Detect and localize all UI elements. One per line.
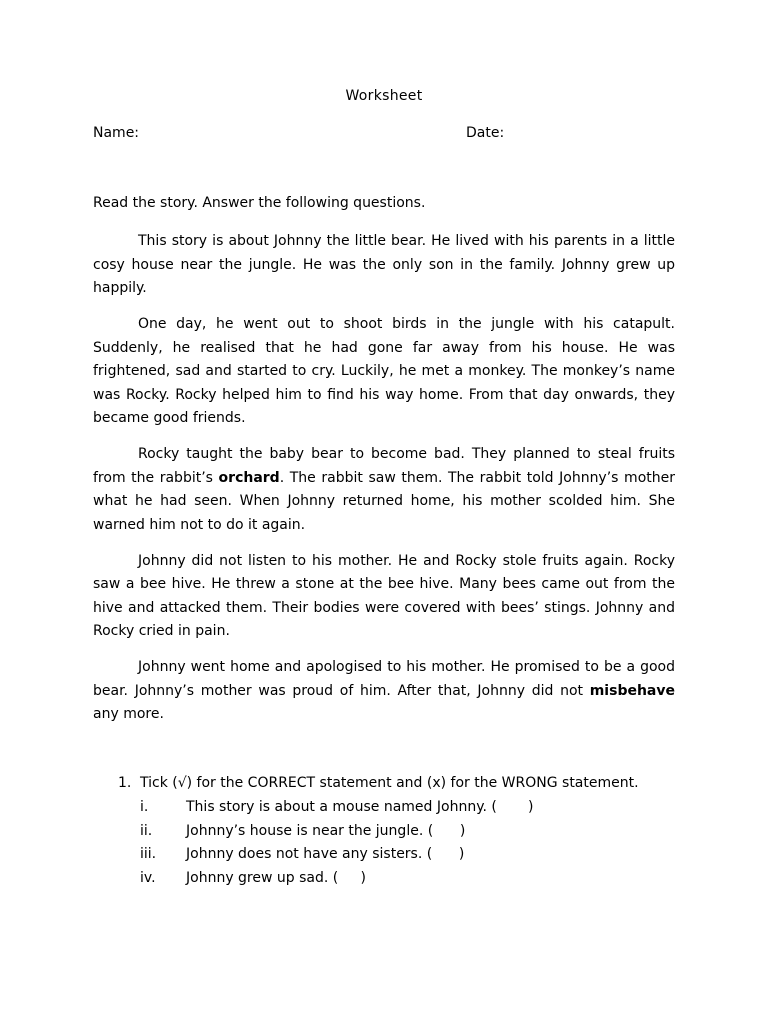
story-paragraph-5 [93,656,675,727]
story-paragraph-3-end: . The rabbit saw them. The rabbit told Johnny’s mother what he had seen. When Johnny returned home, his mother scolded him. She warned him not to do it again. [93,469,675,533]
story-paragraph-1: This story is about Johnny the little bear. He lived with his parents in a little cosy house near the jungle. He was the only son in the family. Johnny grew up happily. [93,233,675,296]
bold-word-misbehave: misbehave [589,682,675,699]
item-statement: Johnny grew up sad. ( ) [186,869,366,886]
question-item [118,820,688,844]
question-item [118,796,688,820]
name-label: Name: [93,125,140,141]
question-1-items [118,796,688,890]
date-label: Date: [466,125,505,141]
story-text [93,230,675,739]
story-paragraph-3 [93,443,675,537]
question-1 [118,772,688,890]
story-paragraph-4: Johnny did not listen to his mother. He and Rocky stole fruits again. Rocky saw a bee hive. He threw a stone at the bee hive. Many bees came out from the hive and attacked them. Their bodies were covered with bees’ stings. Johnny and Rocky cried in pain. [93,552,675,639]
story-paragraph-3-start: Rocky taught the baby bear to become bad. They planned to steal fruits from the rabbit’s [93,446,675,486]
question-item [118,867,688,891]
item-numeral: iv. [140,869,156,886]
item-numeral: i. [140,799,149,815]
bold-word-orchard: orchard [218,469,280,486]
item-statement: This story is about a mouse named Johnny. ( ) [186,799,534,815]
story-paragraph-5-end: any more. [93,706,164,722]
question-1-header [118,772,688,795]
worksheet-title: Worksheet [345,88,423,104]
question-number: 1. [118,775,132,791]
story-paragraph-2: One day, he went out to shoot birds in the jungle with his catapult. Suddenly, he realised that he had gone far away from his house. He was frightened, sad and started to cry. Luckily, he met a monkey. The monkey’s name was Rocky. Rocky helped him to find his way home. From that day onwards, they became good friends. [93,316,675,426]
question-prompt: Tick (√) for the CORRECT statement and (x) for the WRONG statement. [140,775,639,791]
instructions: Read the story. Answer the following questions. [93,195,426,211]
item-numeral: iii. [140,846,157,862]
question-item [118,843,688,867]
story-paragraph-5-start: Johnny went home and apologised to his mother. He promised to be a good bear. Johnny’s mother was proud of him. After that, Johnny did not [93,659,675,699]
item-numeral: ii. [140,822,153,839]
item-statement: Johnny does not have any sisters. ( ) [186,846,465,862]
item-statement: Johnny’s house is near the jungle. ( ) [186,822,466,839]
